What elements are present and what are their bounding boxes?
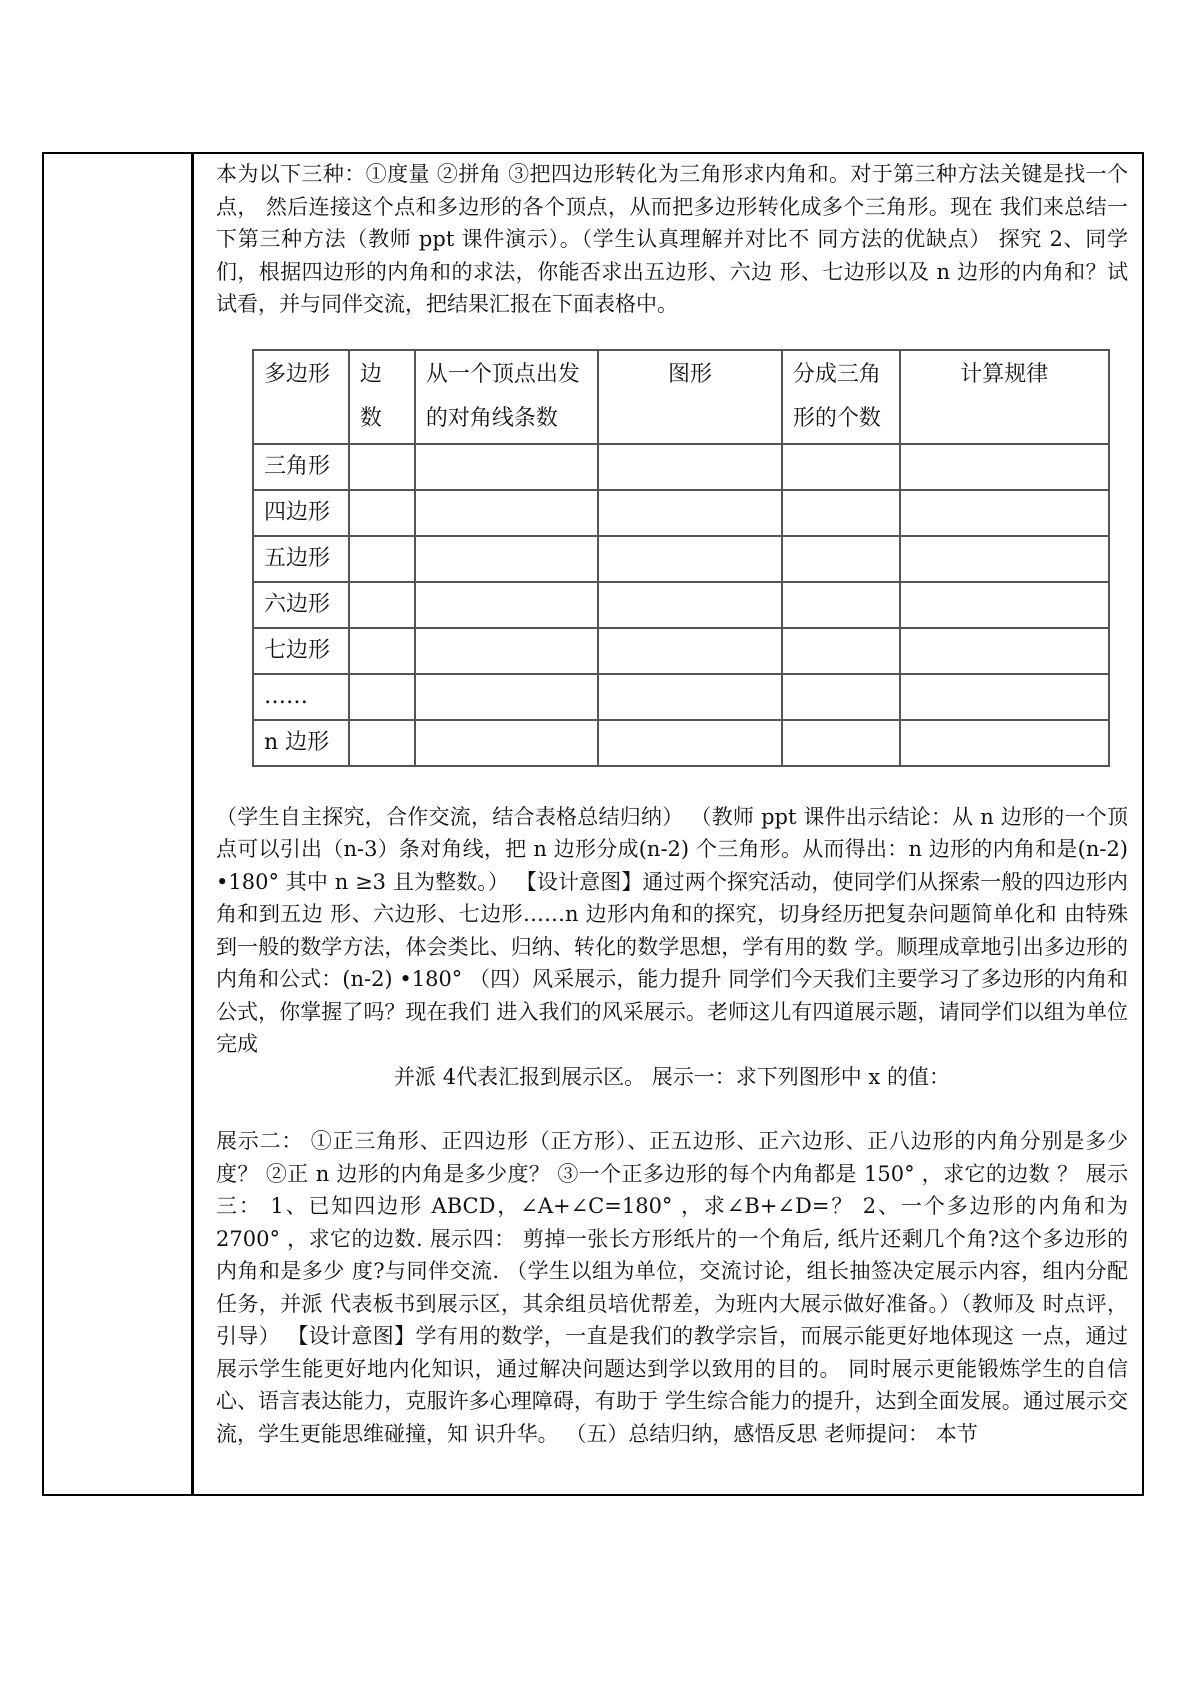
table-cell [415,674,599,720]
table-cell [900,582,1109,628]
table-cell [900,674,1109,720]
table-row [253,444,1109,490]
row-label: 六边形 [253,582,349,628]
header-diagonals: 从一个顶点出发 的对角线条数 [415,350,599,444]
table-cell [349,628,415,674]
row-label: 四边形 [253,490,349,536]
polygon-exploration-table [252,349,1110,767]
table-cell [900,628,1109,674]
table-row [253,582,1109,628]
table-cell [782,444,900,490]
table-cell [900,490,1109,536]
table-cell [782,490,900,536]
table-cell [415,720,599,766]
intro-paragraph: 本为以下三种：①度量 ②拼角 ③把四边形转化为三角形求内角和。对于第三种方法关键是找一个点， 然后连接这个点和多边形的各个顶点，从而把多边形转化成多个三角形。现在 我们来总结一下第三种方法（教师 ppt 课件演示）。（学生认真理解并对比不 同方法的优缺点） 探究 2、同学们，根据四边形的内角和的求法，你能否求出五边形、六边 形、七边形以及 n 边形的内角和？试试看，并与同伴交流，把结果汇报在下面表格中。 [216,162,1128,316]
left-label-column [44,154,194,1494]
table-header-row [253,350,1109,444]
table-cell [598,536,782,582]
table-cell [415,444,599,490]
header-rule: 计算规律 [900,350,1109,444]
table-cell [900,444,1109,490]
table-row [253,674,1109,720]
row-label: …… [253,674,349,720]
table-cell [349,674,415,720]
table-cell [349,536,415,582]
table-cell [349,444,415,490]
row-label: 七边形 [253,628,349,674]
table-cell [782,628,900,674]
lesson-table-frame [42,152,1144,1496]
table-cell [415,582,599,628]
table-cell [782,582,900,628]
table-cell [598,628,782,674]
table-cell [415,490,599,536]
table-cell [598,674,782,720]
header-figure: 图形 [598,350,782,444]
row-label: 三角形 [253,444,349,490]
table-cell [900,720,1109,766]
conclusion-paragraph: （学生自主探究，合作交流，结合表格总结归纳） （教师 ppt 课件出示结论：从 n 边形的一个顶点可以引出（n-3）条对角线，把 n 边形分成(n-2) 个三角形。从而得出：n 边形的内角和是(n-2) •180° 其中 n ≥3 且为整数。） 【设计意图】通过两个探究活动，使同学们从探索一般的四边形内角和到五边 形、六边形、七边形……n 边形内角和的探究，切身经历把复杂问题简单化和 由特殊到一般的数学方法，体会类比、归纳、转化的数学思想，学有用的数 学。顺理成章地引出多边形的内角和公式：(n-2) •180° （四）风采展示，能力提升 同学们今天我们主要学习了多边形的内角和公式，你掌握了吗？现在我们 进入我们的风采展示。老师这儿有四道展示题，请同学们以组为单位完成 [216,804,1128,1056]
header-polygon: 多边形 [253,350,349,444]
table-row [253,720,1109,766]
row-label: 五边形 [253,536,349,582]
showcase-one-line: 并派 4代表汇报到展示区。 展示一：求下列图形中 x 的值： [394,1064,950,1089]
table-cell [782,674,900,720]
header-sides: 边数 [349,350,415,444]
table-row [253,490,1109,536]
table-cell [349,490,415,536]
table-cell [598,444,782,490]
table-cell [598,720,782,766]
table-cell [349,582,415,628]
table-cell [349,720,415,766]
table-cell [900,536,1109,582]
table-row [253,628,1109,674]
showcase-paragraph: 展示二： ①正三角形、正四边形（正方形）、正五边形、正六边形、正八边形的内角分别是多少度？ ②正 n 边形的内角是多少度？ ③一个正多边形的每个内角都是 150° ，求它的边数 ？ 展示三： 1、已知四边形 ABCD，∠A+∠C=180° ，求∠B+∠D=？ 2、一个多边形的内角和为 2700° ，求它的边数. 展示四： 剪掉一张长方形纸片的一个角后, 纸片还剩几个角?这个多边形的内角和是多少 度?与同伴交流. （学生以组为单位，交流讨论，组长抽签决定展示内容，组内分配任务，并派 代表板书到展示区，其余组员培优帮差，为班内大展示做好准备。）（教师及 时点评，引导） 【设计意图】学有用的数学，一直是我们的教学宗旨，而展示能更好地体现这 一点，通过展示学生能更好地内化知识，通过解决问题达到学以致用的目的。 同时展示更能锻炼学生的自信心、语言表达能力，克服许多心理障碍，有助于 学生综合能力的提升，达到全面发展。通过展示交流，学生更能思维碰撞，知 识升华。 （五）总结归纳，感悟反思 老师提问： 本节 [216,1129,1128,1446]
table-cell [598,582,782,628]
header-triangle-count: 分成三角 形的个数 [782,350,900,444]
row-label: n 边形 [253,720,349,766]
table-cell [782,536,900,582]
figure-placeholder-gap [216,1093,1128,1125]
table-cell [782,720,900,766]
table-cell [598,490,782,536]
table-cell [415,628,599,674]
polygon-table-wrapper [252,349,1110,767]
table-row [253,536,1109,582]
table-cell [415,536,599,582]
content-column [196,154,1142,1494]
